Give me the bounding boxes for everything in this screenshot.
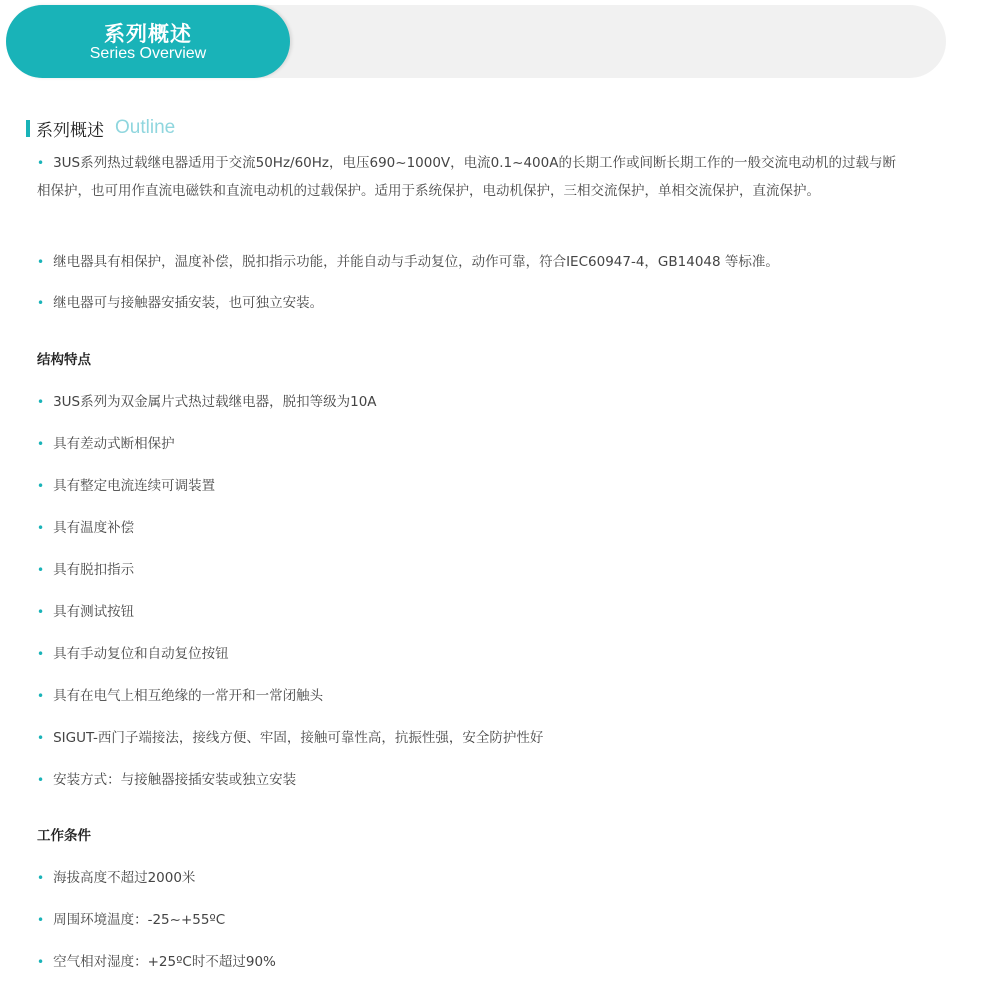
bullet-icon: •: [37, 395, 45, 409]
bullet-icon: •: [37, 689, 45, 703]
outline-paragraph: [37, 248, 902, 276]
list-item-text: 安装方式：与接触器接插安装或独立安装: [53, 772, 297, 788]
list-item-text: 空气相对湿度：+25ºC时不超过90%: [53, 954, 276, 970]
bullet-icon: •: [37, 913, 45, 927]
list-item-text: SIGUT-西门子端接法，接线方便、牢固，接触可靠性高，抗振性强，安全防护性好: [53, 730, 544, 746]
list-item-text: 具有温度补偿: [53, 520, 135, 536]
list-item-text: 具有测试按钮: [53, 604, 135, 620]
bullet-icon: •: [37, 437, 45, 451]
list-item-text: 具有整定电流连续可调装置: [53, 478, 216, 494]
list-item-text: 具有在电气上相互绝缘的一常开和一常闭触头: [53, 688, 324, 704]
bullet-icon: •: [37, 731, 45, 745]
list-item: [37, 686, 323, 706]
bullet-icon: •: [37, 296, 45, 310]
list-item: [37, 434, 175, 454]
bullet-icon: •: [37, 563, 45, 577]
list-item: [37, 868, 195, 888]
bullet-icon: •: [37, 479, 45, 493]
list-item: [37, 560, 134, 580]
bullet-icon: •: [37, 647, 45, 661]
list-item-text: 3US系列为双金属片式热过载继电器，脱扣等级为10A: [53, 394, 377, 410]
bullet-icon: •: [37, 871, 45, 885]
bullet-icon: •: [37, 255, 45, 269]
outline-paragraph: [37, 149, 902, 205]
conditions-heading: 工作条件: [37, 828, 91, 844]
outline-section-title: [26, 117, 175, 139]
list-item-text: 具有手动复位和自动复位按钮: [53, 646, 229, 662]
outline-paragraph: [37, 289, 902, 317]
bullet-icon: •: [37, 955, 45, 969]
list-item: [37, 952, 276, 972]
list-item-text: 具有差动式断相保护: [53, 436, 175, 452]
list-item: [37, 644, 229, 664]
list-item: [37, 602, 134, 622]
outline-title-en: Outline: [115, 117, 176, 138]
list-item: [37, 518, 134, 538]
structure-heading: 结构特点: [37, 352, 91, 368]
paragraph-text: 3US系列热过载继电器适用于交流50Hz/60Hz，电压690~1000V，电流0.1~400A的长期工作或间断长期工作的一般交流电动机的过载与断相保护，也可用作直流电磁铁和直流电动机的过载保护。适用于系统保护，电动机保护，三相交流保护，单相交流保护，直流保护。: [37, 155, 896, 199]
bullet-icon: •: [37, 773, 45, 787]
list-item: [37, 770, 296, 790]
bullet-icon: •: [37, 156, 45, 170]
list-item: [37, 910, 225, 930]
list-item-text: 周围环境温度：-25~+55ºC: [53, 912, 226, 928]
banner-title-cn: 系列概述: [104, 22, 192, 46]
list-item: [37, 476, 215, 496]
bullet-icon: •: [37, 605, 45, 619]
list-item: [37, 728, 543, 748]
outline-title-cn: 系列概述: [36, 120, 104, 141]
paragraph-text: 继电器具有相保护，温度补偿，脱扣指示功能，并能自动与手动复位，动作可靠，符合IEC60947-4，GB14048 等标准。: [53, 254, 779, 270]
list-item-text: 海拔高度不超过2000米: [53, 870, 196, 886]
title-accent-bar: [26, 120, 30, 137]
list-item-text: 具有脱扣指示: [53, 562, 135, 578]
paragraph-text: 继电器可与接触器安插安装，也可独立安装。: [53, 295, 324, 311]
series-overview-tab[interactable]: [6, 5, 290, 78]
list-item: [37, 392, 377, 412]
banner-title-en: Series Overview: [89, 45, 207, 62]
bullet-icon: •: [37, 521, 45, 535]
